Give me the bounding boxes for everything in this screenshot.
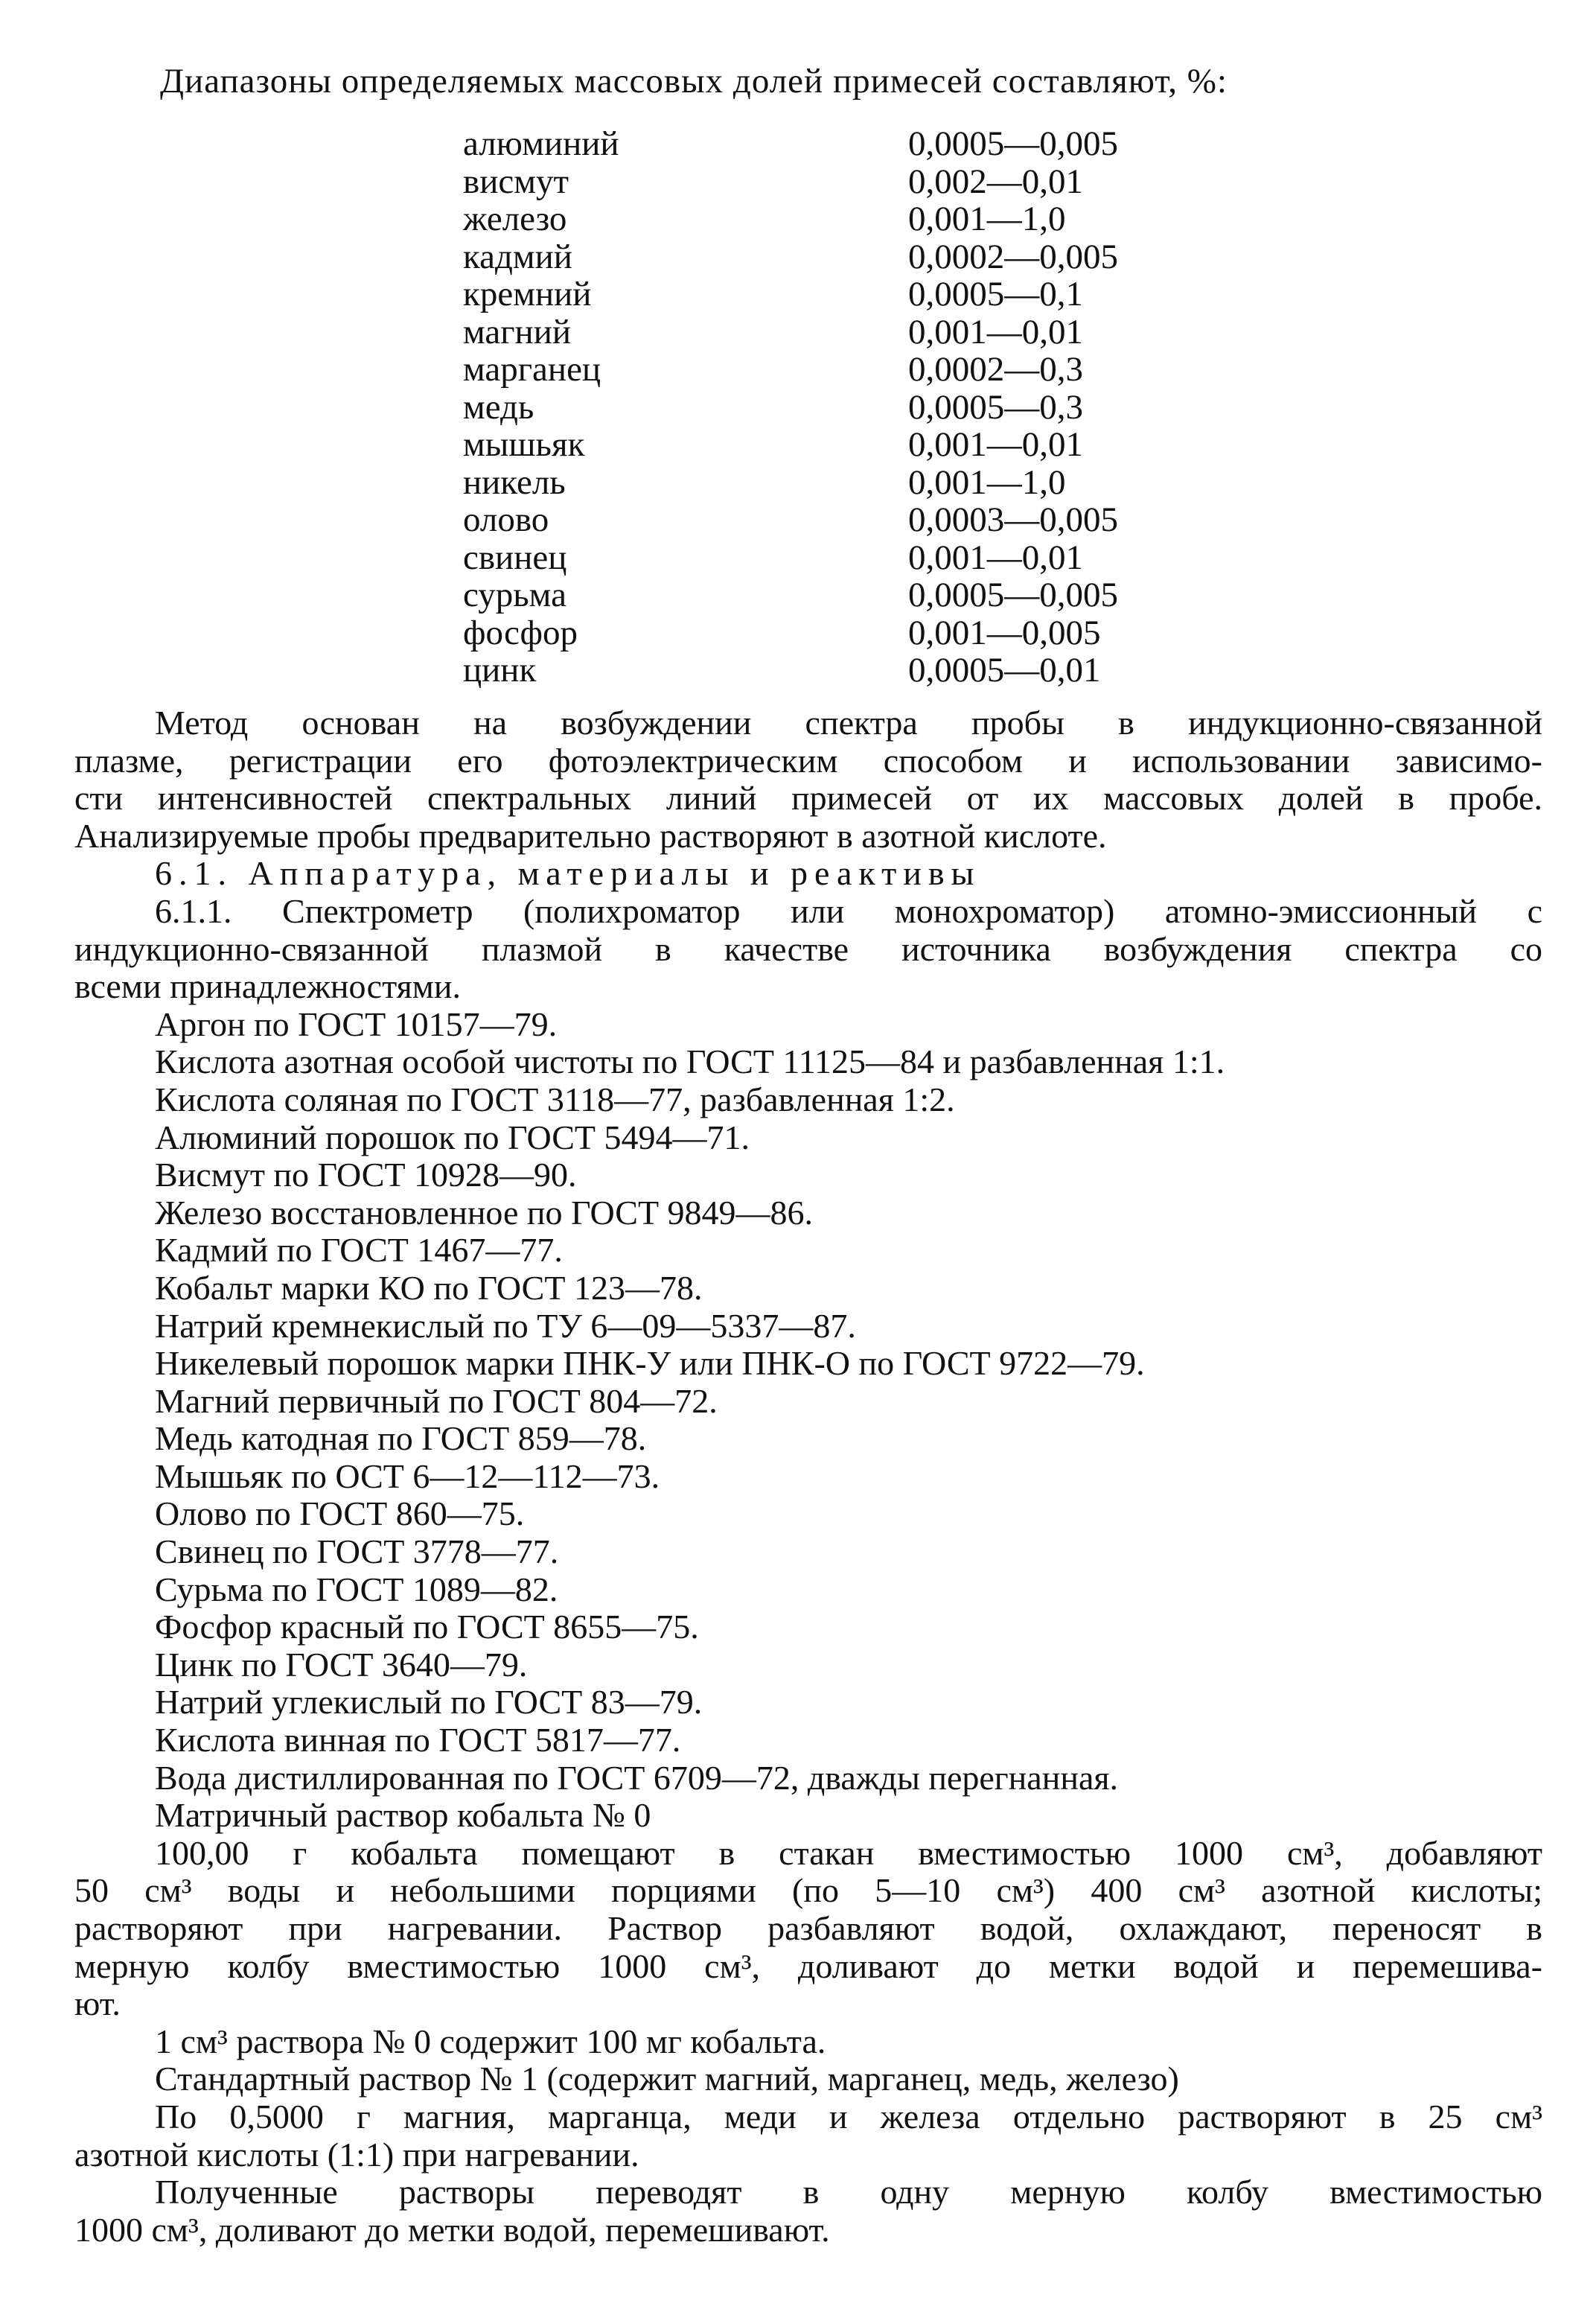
method-line: Метод основан на возбуждении спектра пробы в индукционно-связанной: [155, 704, 1542, 742]
range-row: [463, 125, 1207, 163]
range-value: 0,0003—0,005: [908, 500, 1118, 539]
range-row: [463, 200, 1207, 238]
range-row: [463, 576, 1207, 614]
material-item: Алюминий порошок по ГОСТ 5494—71.: [155, 1118, 750, 1156]
element-name: висмут: [463, 162, 569, 201]
element-name: фосфор: [463, 613, 578, 652]
range-row: [463, 276, 1207, 313]
range-value: 0,0002—0,005: [908, 237, 1118, 276]
range-value: 0,001—0,01: [908, 312, 1083, 351]
material-item: Сурьма по ГОСТ 1089—82.: [155, 1570, 558, 1608]
material-item: Натрий кремнекислый по ТУ 6—09—5337—87.: [155, 1306, 856, 1345]
matrix-solution-line: 50 см³ воды и небольшими порциями (по 5—10 см³) 400 см³ азотной кислоты;: [74, 1872, 1542, 1910]
range-value: 0,0005—0,005: [908, 576, 1118, 614]
material-item: Вода дистиллированная по ГОСТ 6709—72, дважды перегнанная.: [155, 1758, 1119, 1797]
range-value: 0,001—0,01: [908, 425, 1083, 464]
material-item: Висмут по ГОСТ 10928—90.: [155, 1156, 577, 1194]
method-line: сти интенсивностей спектральных линий примесей от их массовых долей в пробе.: [74, 780, 1542, 818]
spectrometer-line: индукционно-связанной плазмой в качестве источника возбуждения спектра со: [74, 930, 1542, 968]
section-heading: 6.1. Аппаратура, материалы и реактивы: [155, 854, 981, 893]
range-row: [463, 652, 1207, 690]
matrix-solution-line: растворяют при нагревании. Раствор разбавляют водой, охлаждают, переносят в: [74, 1910, 1542, 1947]
range-value: 0,001—0,005: [908, 613, 1101, 652]
element-name: цинк: [463, 651, 537, 690]
element-name: медь: [463, 387, 534, 427]
solution0-content: 1 см³ раствора № 0 содержит 100 мг кобальта.: [155, 2022, 826, 2060]
method-line: плазме, регистрации его фотоэлектрическим способом и использовании зависимо-: [74, 742, 1542, 780]
ranges-intro: Диапазоны определяемых массовых долей примесей составляют, %:: [160, 62, 1228, 101]
range-value: 0,002—0,01: [908, 162, 1083, 201]
element-name: мышьяк: [463, 425, 585, 464]
material-item: Кобальт марки КО по ГОСТ 123—78.: [155, 1268, 703, 1307]
range-value: 0,001—1,0: [908, 462, 1066, 502]
range-value: 0,0005—0,1: [908, 275, 1083, 313]
element-name: магний: [463, 312, 572, 351]
standard1-line: По 0,5000 г магния, марганца, меди и железа отдельно растворяют в 25 см³: [155, 2098, 1542, 2136]
material-item: Натрий углекислый по ГОСТ 83—79.: [155, 1683, 703, 1722]
range-value: 0,0005—0,005: [908, 124, 1118, 163]
material-item: Кадмий по ГОСТ 1467—77.: [155, 1231, 563, 1270]
range-row: [463, 163, 1207, 201]
element-name: свинец: [463, 538, 567, 577]
standard1-title: Стандартный раствор № 1 (содержит магний, марганец, медь, железо): [155, 2060, 1179, 2098]
range-row: [463, 539, 1207, 577]
material-item: Мышьяк по ОСТ 6—12—112—73.: [155, 1456, 660, 1495]
final-line: Полученные растворы переводят в одну мерную колбу вместимостью: [155, 2174, 1542, 2211]
material-item: Магний первичный по ГОСТ 804—72.: [155, 1381, 718, 1420]
range-value: 0,0005—0,3: [908, 387, 1083, 427]
material-item: Медь катодная по ГОСТ 859—78.: [155, 1419, 647, 1458]
material-item: Кислота винная по ГОСТ 5817—77.: [155, 1721, 681, 1760]
range-row: [463, 389, 1207, 427]
spectrometer-line: 6.1.1. Спектрометр (полихроматор или монохроматор) атомно-эмиссионный с: [155, 892, 1542, 930]
matrix-solution-line: мерную колбу вместимостью 1000 см³, доливают до метки водой и перемешива-: [74, 1947, 1542, 1985]
element-name: алюминий: [463, 124, 619, 163]
range-row: [463, 501, 1207, 539]
material-item: Олово по ГОСТ 860—75.: [155, 1494, 525, 1533]
range-value: 0,0002—0,3: [908, 350, 1083, 389]
element-name: железо: [463, 200, 567, 238]
element-name: олово: [463, 500, 549, 539]
material-item: Никелевый порошок марки ПНК-У или ПНК-О по ГОСТ 9722—79.: [155, 1344, 1145, 1383]
material-item: Цинк по ГОСТ 3640—79.: [155, 1645, 528, 1684]
material-item: Аргон по ГОСТ 10157—79.: [155, 1004, 558, 1043]
ranges-table: [463, 125, 1207, 690]
range-row: [463, 238, 1207, 276]
spectrometer-line: всеми принадлежностями.: [74, 967, 461, 1006]
range-row: [463, 426, 1207, 464]
standard1-line: азотной кислоты (1:1) при нагревании.: [74, 2135, 639, 2174]
element-name: марганец: [463, 350, 601, 389]
material-item: Матричный раствор кобальта № 0: [155, 1796, 651, 1835]
material-item: Кислота соляная по ГОСТ 3118—77, разбавленная 1:2.: [155, 1080, 955, 1118]
range-value: 0,001—1,0: [908, 200, 1066, 238]
body-text: [74, 704, 1542, 2249]
material-item: Фосфор красный по ГОСТ 8655—75.: [155, 1608, 699, 1646]
final-line: 1000 см³, доливают до метки водой, перемешивают.: [74, 2210, 830, 2249]
element-name: кадмий: [463, 237, 572, 276]
range-value: 0,0005—0,01: [908, 651, 1101, 690]
range-row: [463, 313, 1207, 351]
element-name: сурьма: [463, 576, 566, 614]
matrix-solution-line: ют.: [74, 1984, 121, 2023]
material-item: Свинец по ГОСТ 3778—77.: [155, 1532, 559, 1571]
material-item: Железо восстановленное по ГОСТ 9849—86.: [155, 1193, 814, 1232]
range-row: [463, 464, 1207, 502]
range-row: [463, 614, 1207, 652]
range-row: [463, 351, 1207, 389]
element-name: никель: [463, 462, 566, 502]
range-value: 0,001—0,01: [908, 538, 1083, 577]
matrix-solution-line: 100,00 г кобальта помещают в стакан вместимостью 1000 см³, добавляют: [155, 1834, 1542, 1872]
element-name: кремний: [463, 275, 592, 313]
material-item: Кислота азотная особой чистоты по ГОСТ 11125—84 и разбавленная 1:1.: [155, 1042, 1225, 1081]
method-line: Анализируемые пробы предварительно растворяют в азотной кислоте.: [74, 816, 1107, 855]
